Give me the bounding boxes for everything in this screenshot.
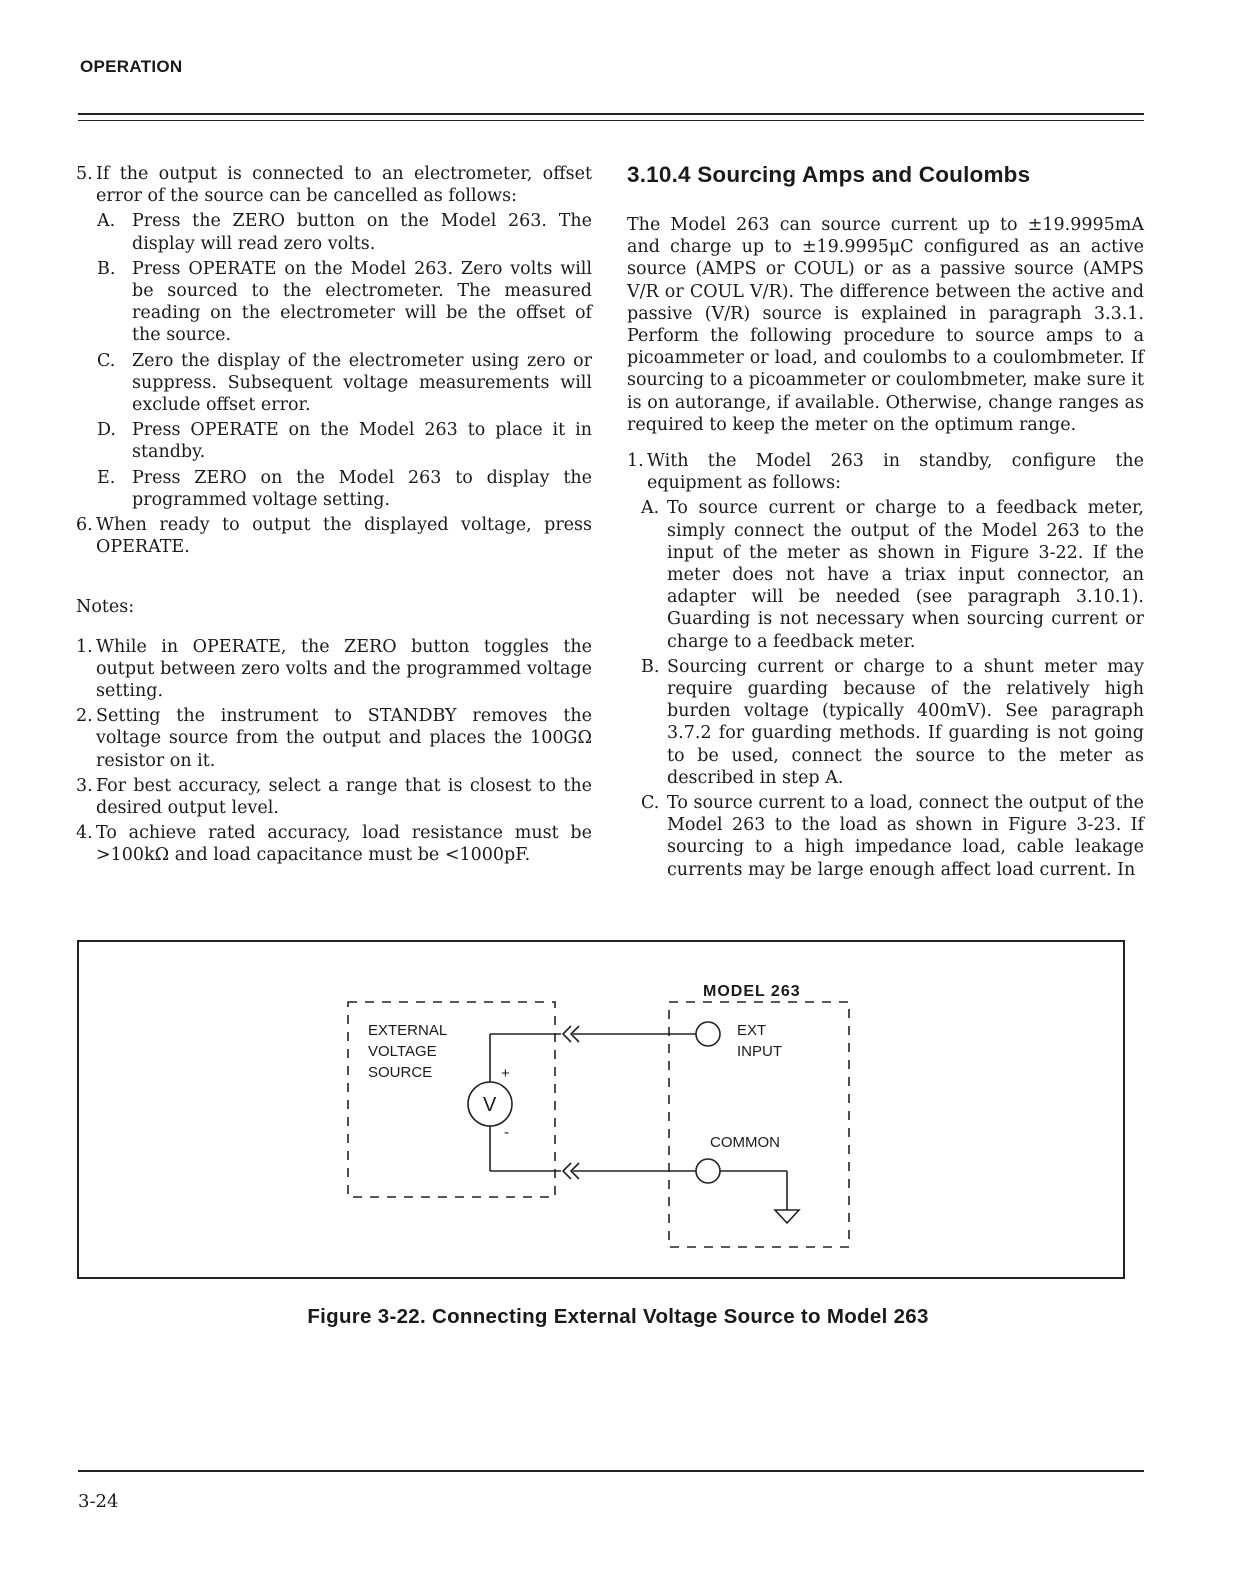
sub-item-letter: A. (97, 211, 116, 232)
sub-item-letter: C. (97, 350, 116, 371)
figure-caption: Figure 3-22. Connecting External Voltage Source to Model 263 (307, 1305, 929, 1328)
sub-item-letter: C. (641, 793, 660, 814)
intro-paragraph: The Model 263 can source current up to ±19.9995mA and charge up to ±19.9995μC configured as an active source (AMPS or COUL) or as a passive source (AMPS V/R or COUL V/R). The difference between the active and passive (V/R) source is explained in paragraph 3.3.1. Perform the following procedure to source amps to a picoammeter or load, and coulombs to a coulombmeter. If sourcing to a picoammeter or coulombmeter, make sure it is on autorange, if available. Otherwise, change ranges as required to keep the meter on the optimum range. (627, 215, 1144, 435)
item-text: When ready to output the displayed voltage, press OPERATE. (96, 515, 592, 558)
note-number: 2. (76, 706, 93, 727)
item-number: 5. (76, 164, 93, 184)
figure-3-22 (77, 940, 1125, 1279)
sub-item (76, 258, 592, 347)
item-text: With the Model 263 in standby, configure the equipment as follows: (647, 451, 1144, 494)
plus-terminal: + (501, 1065, 510, 1082)
sub-item-letter: B. (641, 656, 660, 677)
sub-item-text: Sourcing current or charge to a shunt meter may require guarding because of the relatively high burden voltage (typically 400mV). See paragraph 3.7.2 for guarding methods. If guarding is not going to be used, connect the source to the meter as described in step A. (667, 656, 1144, 788)
list-item (76, 514, 592, 558)
sub-item-text: Press the ZERO button on the Model 263. The display will read zero volts. (132, 211, 592, 254)
note-item (76, 705, 592, 772)
ext-source-label-line1: EXTERNAL (368, 1022, 448, 1039)
running-header: OPERATION (80, 57, 183, 76)
common-terminal (696, 1159, 720, 1183)
note-item (76, 775, 592, 819)
section-heading: 3.10.4 Sourcing Amps and Coulombs (627, 162, 1031, 187)
left-column (76, 163, 592, 867)
item-text: If the output is connected to an electrometer, offset error of the source can be cancelled as follows: (96, 164, 592, 207)
sub-item-letter: B. (97, 258, 116, 279)
right-column (627, 161, 1144, 881)
sub-item (627, 656, 1144, 789)
list-item (627, 450, 1144, 494)
sub-item-text: Press OPERATE on the Model 263. Zero volts will be sourced to the electrometer. The measured reading on the electrometer will be the offset of the source. (132, 258, 592, 346)
note-number: 1. (76, 636, 93, 657)
note-item (76, 636, 592, 703)
sub-item-text: Zero the display of the electrometer using zero or suppress. Subsequent voltage measurements will exclude offset error. (132, 350, 592, 416)
ext-input-label-line2: INPUT (737, 1043, 782, 1060)
note-text: While in OPERATE, the ZERO button toggles the output between zero volts and the programmed voltage setting. (96, 636, 592, 702)
sub-item (627, 792, 1144, 881)
sub-item (76, 210, 592, 254)
sub-item (76, 419, 592, 463)
note-number: 3. (76, 775, 93, 796)
header-rule (78, 113, 1144, 115)
page-number: 3-24 (78, 1491, 119, 1512)
sub-item (76, 350, 592, 417)
model-263-label: MODEL 263 (703, 983, 801, 1000)
sub-item (627, 497, 1144, 652)
item-number: 1. (627, 451, 644, 472)
note-text: To achieve rated accuracy, load resistance must be >100kΩ and load capacitance must be <1000pF. (96, 823, 592, 866)
sub-item-text: Press OPERATE on the Model 263 to place it in standby. (132, 420, 592, 463)
note-item (76, 822, 592, 866)
sub-item (76, 467, 592, 511)
footer-rule (78, 1470, 1144, 1472)
sub-item-letter: D. (97, 420, 116, 441)
ext-input-label-line1: EXT (737, 1022, 767, 1039)
ext-source-label-line2: VOLTAGE (368, 1043, 437, 1060)
circuit-diagram (79, 942, 1127, 1281)
notes-heading: Notes: (76, 597, 135, 618)
common-label: COMMON (710, 1134, 780, 1151)
minus-terminal: - (504, 1124, 509, 1141)
sub-item-text: To source current to a load, connect the output of the Model 263 to the load as shown in Figure 3-23. If sourcing to a high impedance load, cable leakage currents may be large enough affect load current. In (667, 793, 1144, 880)
sub-item-letter: A. (641, 498, 660, 519)
header-rule-thin (78, 120, 1144, 121)
sub-item-letter: E. (97, 467, 116, 488)
ext-input-terminal (696, 1022, 720, 1046)
note-text: For best accuracy, select a range that is closest to the desired output level. (96, 775, 592, 819)
note-number: 4. (76, 823, 93, 844)
ext-source-label-line3: SOURCE (368, 1064, 433, 1081)
list-item (76, 163, 592, 207)
sub-item-text: Press ZERO on the Model 263 to display the programmed voltage setting. (132, 467, 592, 510)
voltmeter-symbol-letter: V (483, 1094, 497, 1116)
ground-icon (775, 1210, 799, 1223)
note-text: Setting the instrument to STANDBY removes the voltage source from the output and places the 100GΩ resistor on it. (96, 706, 592, 771)
sub-item-text: To source current or charge to a feedback meter, simply connect the output of the Model 263 to the input of the meter as shown in Figure 3-22. If the meter does not have a triax input connector, an adapter will be needed (see paragraph 3.10.1). Guarding is not necessary when sourcing current or charge to a feedback meter. (667, 498, 1144, 652)
item-number: 6. (76, 515, 93, 536)
